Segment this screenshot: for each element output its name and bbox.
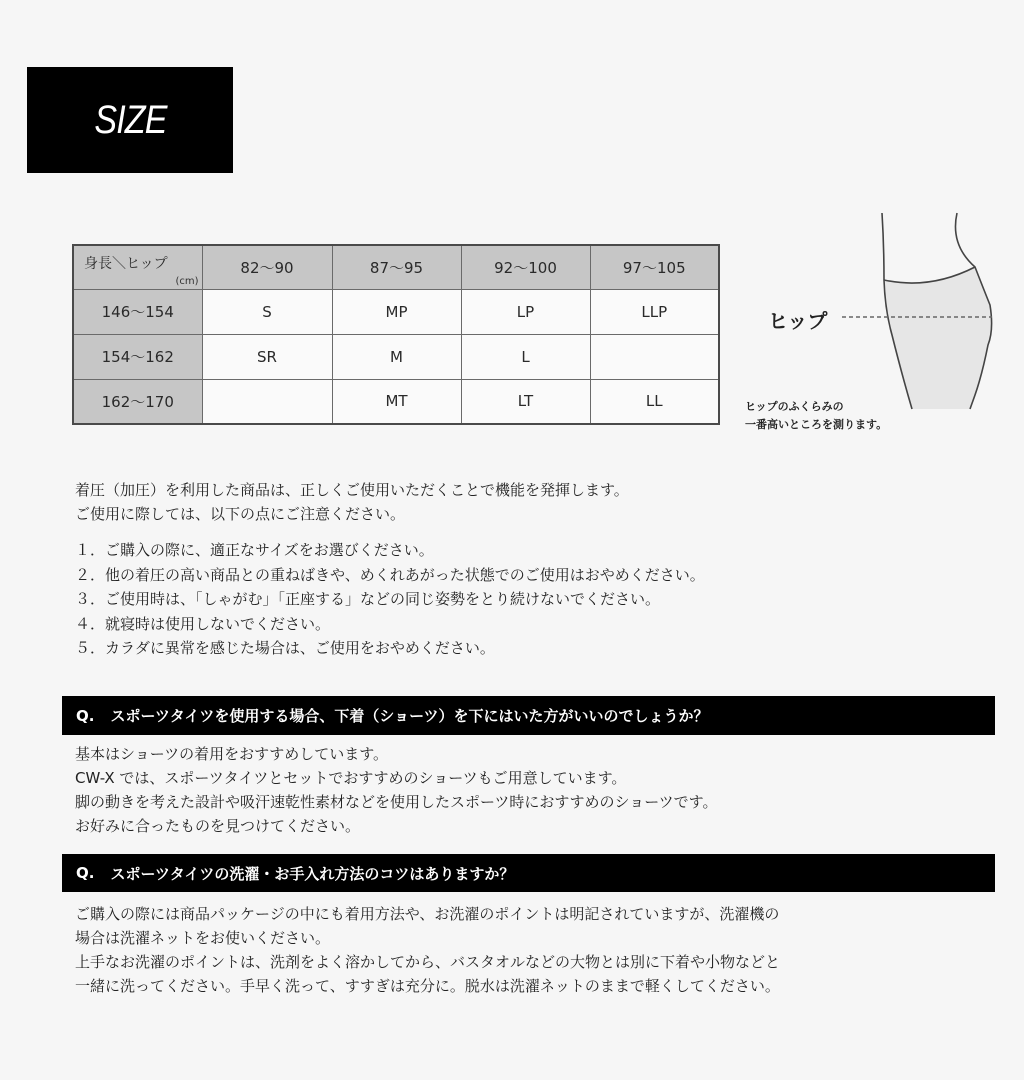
question-prefix: Q.: [76, 706, 95, 725]
size-chart-table: [72, 244, 720, 425]
table-row: [73, 289, 719, 334]
faq-answer: [75, 742, 717, 838]
corner-label: 身長＼ヒップ: [84, 256, 168, 273]
answer-line: 基本はショーツの着用をおすすめしています。: [75, 745, 389, 763]
faq-answer: [75, 902, 780, 998]
caution-list: [75, 538, 705, 661]
question-text: スポーツタイツを使用する場合、下着（ショーツ）を下にはいた方がいいのでしょうか？: [110, 707, 709, 725]
hip-label: ヒップ: [768, 309, 828, 333]
size-cell: MT: [332, 379, 461, 424]
faq-question-bar: [62, 696, 995, 735]
column-header: 82〜90: [202, 245, 332, 289]
list-item: ３．ご使用時は、「しゃがむ」「正座する」などの同じ姿勢をとり続けないでください。: [75, 590, 661, 608]
unit-label: (cm): [175, 275, 199, 287]
question-text: スポーツタイツの洗濯・お手入れ方法のコツはありますか？: [110, 864, 515, 883]
list-item: ４．就寝時は使用しないでください。: [75, 614, 331, 633]
column-header: 97〜105: [590, 245, 719, 289]
table-row: [73, 379, 719, 424]
table-header-row: [73, 245, 719, 289]
row-header: 154〜162: [73, 334, 202, 379]
column-header: 92〜100: [461, 245, 590, 289]
list-item: １．ご購入の際に、適正なサイズをお選びください。: [75, 541, 434, 559]
answer-line: 一緒に洗ってください。手早く洗って、すすぎは充分に。脱水は洗濯ネットのままで軽くしてください。: [75, 977, 780, 995]
hip-note-line: 一番高いところを測ります。: [745, 418, 888, 431]
size-cell: M: [332, 334, 461, 379]
size-cell: [590, 334, 719, 379]
size-cell: LL: [590, 379, 719, 424]
size-cell: MP: [332, 289, 461, 334]
faq-question-bar: [62, 854, 995, 892]
size-cell: LT: [461, 379, 590, 424]
list-item: ２．他の着圧の高い商品との重ねばきや、めくれあがった状態でのご使用はおやめください。: [75, 565, 705, 584]
size-cell: LP: [461, 289, 590, 334]
hip-note-line: ヒップのふくらみの: [745, 400, 844, 413]
question-prefix: Q.: [76, 864, 95, 882]
intro-line: ご使用に際しては、以下の点にご注意ください。: [75, 505, 406, 523]
size-cell: L: [461, 334, 590, 379]
size-header-block: [27, 67, 233, 173]
intro-line: 着圧（加圧）を利用した商品は、正しくご使用いただくことで機能を発揮します。: [75, 481, 629, 499]
answer-line: 脚の動きを考えた設計や吸汗速乾性素材などを使用したスポーツ時におすすめのショーツです。: [75, 793, 718, 811]
answer-line: 上手なお洗濯のポイントは、洗剤をよく溶かしてから、バスタオルなどの大物とは別に下着や小物などと: [75, 953, 781, 971]
tights-fill: [884, 267, 992, 409]
column-header: 87〜95: [332, 245, 461, 289]
corner-header-cell: [73, 245, 202, 289]
list-item: ５．カラダに異常を感じた場合は、ご使用をおやめください。: [75, 639, 495, 657]
answer-line: 場合は洗濯ネットをお使いください。: [75, 929, 331, 947]
answer-line: CW-X では、スポーツタイツとセットでおすすめのショーツもご用意しています。: [75, 769, 627, 787]
intro-text: [75, 478, 629, 526]
row-header: 162〜170: [73, 379, 202, 424]
row-header: 146〜154: [73, 289, 202, 334]
size-title: SIZE: [93, 97, 167, 142]
answer-line: ご購入の際には商品パッケージの中にも着用方法や、お洗濯のポイントは明記されていますが、洗濯機の: [75, 905, 780, 923]
size-cell: LLP: [590, 289, 719, 334]
size-cell: SR: [202, 334, 332, 379]
size-cell: [202, 379, 332, 424]
hip-measure-note: [745, 398, 887, 434]
table-row: [73, 334, 719, 379]
answer-line: お好みに合ったものを見つけてください。: [75, 817, 361, 835]
size-cell: S: [202, 289, 332, 334]
